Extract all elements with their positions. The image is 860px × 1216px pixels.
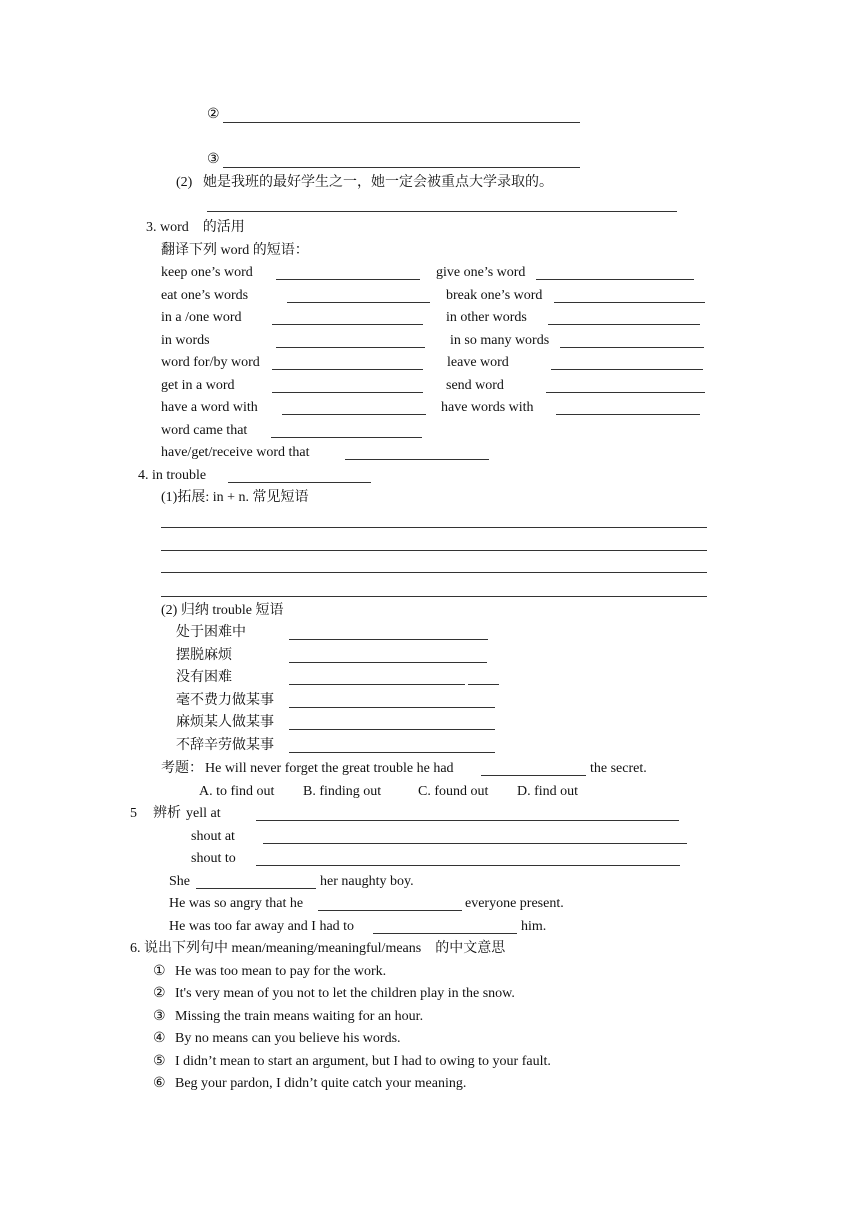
answer-blank[interactable] xyxy=(468,684,499,685)
answer-blank[interactable] xyxy=(554,302,705,303)
answer-blank[interactable] xyxy=(272,324,423,325)
item-number: ① xyxy=(153,964,166,979)
phrase: have words with xyxy=(441,400,534,415)
section-number: 5 xyxy=(130,806,137,821)
sentence-start: She xyxy=(169,874,190,889)
section-heading: 6. 说出下列句中 mean/meaning/meaningful/means 的中文意思 xyxy=(130,941,506,956)
answer-blank[interactable] xyxy=(481,775,586,776)
exam-question-part2: the secret. xyxy=(590,761,647,776)
answer-blank[interactable] xyxy=(272,392,423,393)
answer-blank[interactable] xyxy=(548,324,700,325)
sentence: Beg your pardon, I didn’t quite catch your meaning. xyxy=(175,1076,467,1091)
answer-line[interactable] xyxy=(161,596,707,597)
phrase-item: 麻烦某人做某事 xyxy=(176,715,274,730)
answer-blank[interactable] xyxy=(263,843,687,844)
sub-heading: (1)拓展: in + n. 常见短语 xyxy=(161,490,309,505)
answer-blank[interactable] xyxy=(276,347,425,348)
section-heading: 4. in trouble xyxy=(138,468,207,483)
phrase-item: 没有困难 xyxy=(176,670,232,685)
phrase: word for/by word xyxy=(161,355,260,370)
answer-blank[interactable] xyxy=(256,865,680,866)
circle-number-2: ② xyxy=(207,107,220,122)
answer-blank[interactable] xyxy=(289,729,495,730)
sentence-start: He was so angry that he xyxy=(169,896,304,911)
phrase: have a word with xyxy=(161,400,258,415)
phrase: leave word xyxy=(447,355,509,370)
item-number: ② xyxy=(153,986,166,1001)
phrase: give one’s word xyxy=(436,265,526,280)
answer-blank[interactable] xyxy=(276,279,420,280)
option-c: C. found out xyxy=(418,784,489,799)
exam-question-part1: He will never forget the great trouble he had xyxy=(205,761,454,776)
instruction: 翻译下列 word 的短语： xyxy=(161,243,309,258)
answer-blank[interactable] xyxy=(223,167,580,168)
option-b: B. finding out xyxy=(303,784,382,799)
term: shout at xyxy=(191,829,235,844)
answer-blank[interactable] xyxy=(289,684,465,685)
answer-blank[interactable] xyxy=(345,459,489,460)
answer-blank[interactable] xyxy=(271,437,422,438)
phrase: in a /one word xyxy=(161,310,242,325)
answer-blank[interactable] xyxy=(289,662,487,663)
answer-blank[interactable] xyxy=(223,122,580,123)
phrase: send word xyxy=(446,378,504,393)
answer-blank[interactable] xyxy=(289,639,488,640)
sentence: I didn’t mean to start an argument, but I had to owing to your fault. xyxy=(175,1054,551,1069)
sentence-start: He was too far away and I had to xyxy=(169,919,355,934)
term: shout to xyxy=(191,851,236,866)
answer-blank[interactable] xyxy=(556,414,700,415)
option-a: A. to find out xyxy=(199,784,275,799)
phrase: in words xyxy=(161,333,210,348)
sentence-end: him. xyxy=(521,919,547,934)
sentence: He was too mean to pay for the work. xyxy=(175,964,387,979)
item-number: ⑥ xyxy=(153,1076,166,1091)
phrase-item: 不辞辛劳做某事 xyxy=(176,738,274,753)
answer-blank[interactable] xyxy=(318,910,462,911)
phrase: have/get/receive word that xyxy=(161,445,310,460)
answer-line[interactable] xyxy=(161,527,707,528)
answer-blank[interactable] xyxy=(536,279,694,280)
phrase: get in a word xyxy=(161,378,235,393)
question-text: 她是我班的最好学生之一，她一定会被重点大学录取的。 xyxy=(203,175,553,190)
phrase-item: 摆脱麻烦 xyxy=(176,648,232,663)
item-number: ④ xyxy=(153,1031,166,1046)
answer-blank[interactable] xyxy=(282,414,426,415)
answer-blank[interactable] xyxy=(207,211,677,212)
option-d: D. find out xyxy=(517,784,579,799)
phrase: keep one’s word xyxy=(161,265,253,280)
item-number: ③ xyxy=(153,1009,166,1024)
answer-blank[interactable] xyxy=(560,347,704,348)
exam-label: 考题： xyxy=(161,761,203,776)
phrase: word came that xyxy=(161,423,248,438)
answer-blank[interactable] xyxy=(289,707,495,708)
section-heading: 辨析 xyxy=(153,806,181,821)
answer-blank[interactable] xyxy=(287,302,430,303)
answer-blank[interactable] xyxy=(551,369,703,370)
circle-number-3: ③ xyxy=(207,152,220,167)
answer-blank[interactable] xyxy=(228,482,371,483)
phrase-item: 处于困难中 xyxy=(176,625,246,640)
item-number: ⑤ xyxy=(153,1054,166,1069)
sentence: By no means can you believe his words. xyxy=(175,1031,401,1046)
section-heading: 3. word 的活用 xyxy=(146,220,245,235)
phrase: in so many words xyxy=(450,333,550,348)
phrase: eat one’s words xyxy=(161,288,249,303)
sentence-end: everyone present. xyxy=(465,896,564,911)
phrase: break one’s word xyxy=(446,288,543,303)
answer-line[interactable] xyxy=(161,550,707,551)
answer-blank[interactable] xyxy=(272,369,423,370)
answer-blank[interactable] xyxy=(289,752,495,753)
sentence: It's very mean of you not to let the children play in the snow. xyxy=(175,986,515,1001)
phrase: in other words xyxy=(446,310,527,325)
sentence-end: her naughty boy. xyxy=(320,874,414,889)
answer-blank[interactable] xyxy=(373,933,517,934)
answer-line[interactable] xyxy=(161,572,707,573)
answer-blank[interactable] xyxy=(196,888,316,889)
question-number: (2) xyxy=(176,175,193,190)
sub-heading: (2) 归纳 trouble 短语 xyxy=(161,603,284,618)
answer-blank[interactable] xyxy=(546,392,705,393)
sentence: Missing the train means waiting for an hour. xyxy=(175,1009,424,1024)
phrase-item: 毫不费力做某事 xyxy=(176,693,274,708)
answer-blank[interactable] xyxy=(256,820,679,821)
term: yell at xyxy=(186,806,221,821)
